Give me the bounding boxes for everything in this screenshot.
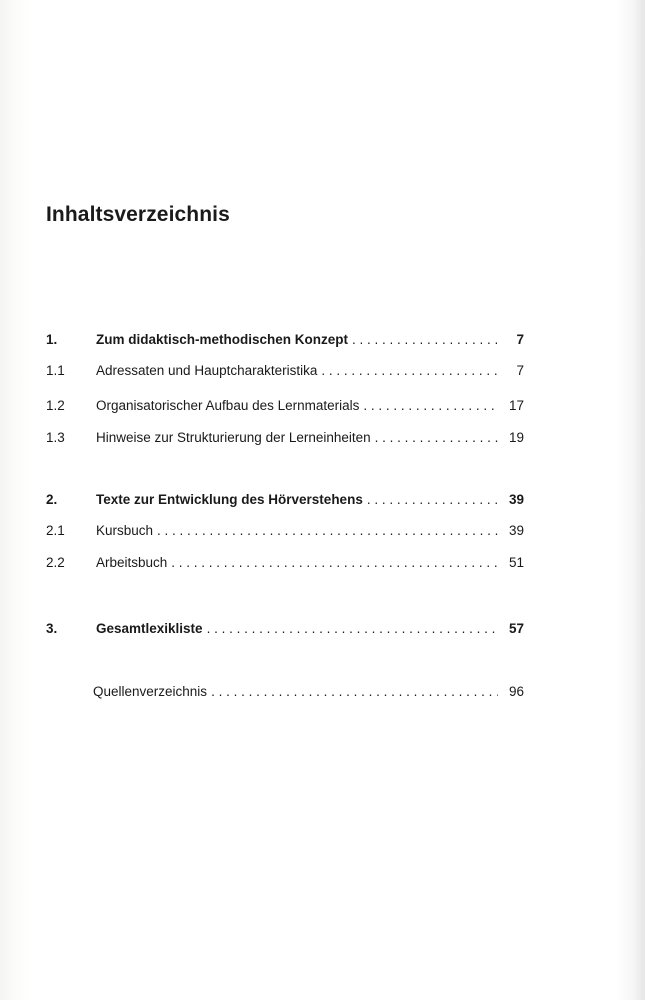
toc-dot-leader [211,682,498,702]
toc-entry-page: 19 [508,430,524,445]
toc-entry-number: 1.1 [46,363,65,378]
toc-dot-leader [321,361,498,381]
toc-dot-leader [352,330,498,350]
toc-entry [46,682,524,702]
toc-entry-label: Gesamtlexikliste [96,621,203,636]
toc-entry-page: 7 [516,332,524,347]
toc-entry-number: 1. [46,332,58,347]
toc-entry-number: 2.1 [46,523,65,538]
toc-entry-label: Organisatorischer Aufbau des Lernmaterials [96,398,360,413]
toc-entry [46,521,524,541]
toc-entry-page: 39 [508,492,524,507]
toc-entry-page: 7 [516,363,524,378]
toc-entry [46,553,524,573]
toc-entry [46,428,524,448]
toc-dot-leader [157,521,498,541]
toc-entry-label: Zum didaktisch-methodischen Konzept [96,332,349,347]
toc-entry [46,619,524,639]
toc-entry [46,396,524,416]
toc-entry-page: 57 [508,621,524,636]
toc-entry [46,330,524,350]
toc-entry-number: 2.2 [46,555,65,570]
toc-entry-number: 1.3 [46,430,65,445]
toc-dot-leader [207,619,498,639]
toc-entry-page: 51 [508,555,524,570]
toc-entry-label: Arbeitsbuch [96,555,168,570]
toc-entry-page: 96 [508,684,524,699]
toc-entry-label: Adressaten und Hauptcharakteristika [96,363,318,378]
toc-entry-number: 2. [46,492,58,507]
toc-entry-page: 39 [508,523,524,538]
toc-entry-page: 17 [508,398,524,413]
page-title: Inhaltsverzeichnis [46,203,230,226]
toc-entry-label: Quellenverzeichnis [93,684,208,699]
toc-dot-leader [375,428,498,448]
toc-entry-number: 3. [46,621,58,636]
toc-dot-leader [363,396,498,416]
toc-dot-leader [367,490,498,510]
toc-entry [46,361,524,381]
toc-entry-label: Kursbuch [96,523,154,538]
toc-entry-label: Hinweise zur Strukturierung der Lerneinheiten [96,430,371,445]
toc-dot-leader [171,553,498,573]
toc-entry [46,490,524,510]
toc-entry-label: Texte zur Entwicklung des Hörverstehens [96,492,363,507]
toc-entry-number: 1.2 [46,398,65,413]
